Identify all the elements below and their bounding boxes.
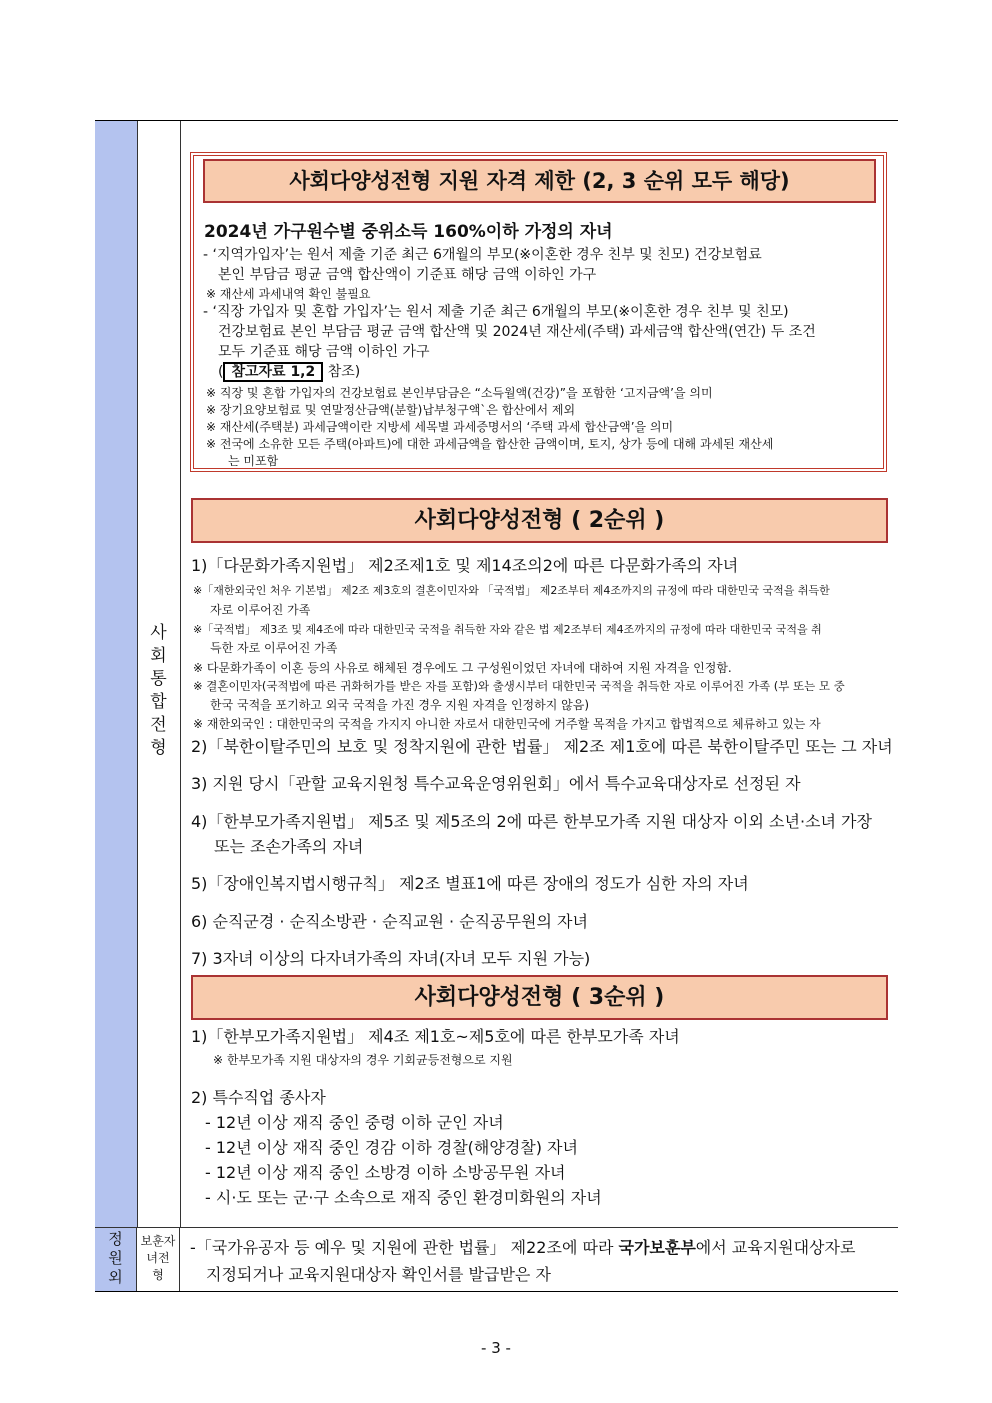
rank2-item: 7) 3자녀 이상의 다자녀가족의 자녀(자녀 모두 지원 가능)	[191, 949, 591, 968]
rank3-item: 1)「한부모가족지원법」 제4조 제1호~제5호에 따른 한부모가족 자녀	[191, 1027, 680, 1046]
rank2-note: ※ 재한외국인 : 대한민국의 국적을 가지지 아니한 자로서 대한민국에 거주할 목적을 가지고 합법적으로 체류하고 있는 자	[193, 717, 821, 731]
rank2-title: 사회다양성전형 ( 2순위 )	[191, 498, 888, 543]
veteran-track-label: 보훈자 녀전 형	[137, 1228, 180, 1291]
rank2-note: 득한 자로 이루어진 가족	[210, 641, 338, 655]
rank2-note: ※ 결혼이민자(국적법에 따른 귀화허가를 받은 자를 포함)와 출생시부터 대한민국 국적을 취득한 자로 이루어진 가족 (부 또는 모 중	[193, 679, 845, 693]
rank2-item: 5)「장애인복지법시행규칙」 제2조 별표1에 따른 장애의 정도가 심한 자의 자녀	[191, 874, 749, 893]
rank2-note: ※ 다문화가족이 이혼 등의 사유로 해체된 경우에도 그 구성원이었던 자녀에 대하여 지원 자격을 인정함.	[193, 661, 732, 675]
rank3-item: 2) 특수직업 종사자	[191, 1088, 326, 1107]
rank2-item: 6) 순직군경 · 순직소방관 · 순직교원 · 순직공무원의 자녀	[191, 912, 588, 931]
row-separator	[95, 1227, 898, 1228]
category-column	[95, 121, 138, 1227]
restriction-title: 사회다양성전형 지원 자격 제한 (2, 3 순위 모두 해당)	[203, 159, 876, 203]
veteran-text: -「국가유공자 등 예우 및 지원에 관한 법률」 제22조에 따라	[190, 1238, 614, 1257]
rank2-note: 한국 국적을 포기하고 외국 국적을 가진 경우 지원 자격을 인정하지 않음)	[210, 698, 589, 712]
rank2-item: 3) 지원 당시「관할 교육지원청 특수교육운영위원회」에서 특수교육대상자로 선정된 자	[191, 774, 801, 793]
veteran-line: 지정되거나 교육지원대상자 확인서를 발급받은 자	[206, 1265, 551, 1284]
rank2-note: ※「재한외국인 처우 기본법」 제2조 제3호의 결혼이민자와 「국적법」 제2조부터 제4조까지의 규정에 따라 대한민국 국적을 취득한	[193, 584, 830, 597]
veteran-ministry: 국가보훈부	[618, 1238, 696, 1257]
ref-close: 참조)	[327, 364, 361, 380]
restriction-note: ※ 직장 및 혼합 가입자의 건강보험료 본인부담금은 “소득월액(건강)”을 포함한 ‘고지금액’을 의미	[206, 386, 713, 400]
rank3-subitem: - 시·도 또는 군·구 소속으로 재직 중인 환경미화원의 자녀	[205, 1188, 602, 1207]
rank3-subitem: - 12년 이상 재직 중인 경감 이하 경찰(해양경찰) 자녀	[205, 1138, 578, 1157]
rank2-item: 4)「한부모가족지원법」 제5조 및 제5조의 2에 따른 한부모가족 지원 대상자 이외 소년·소녀 가장	[191, 812, 872, 831]
restriction-note: ※ 재산세 과세내역 확인 불필요	[206, 287, 371, 301]
rank2-note: 자로 이루어진 가족	[210, 603, 311, 617]
restriction-note: ※ 전국에 소유한 모든 주택(아파트)에 대한 과세금액을 합산한 금액이며, 토지, 상가 등에 대해 과세된 재산세	[206, 437, 774, 451]
rank2-item: 2)「북한이탈주민의 보호 및 정착지원에 관한 법률」 제2조 제1호에 따른 북한이탈주민 또는 그 자녀	[191, 737, 893, 756]
restriction-note: ※ 장기요양보험료 및 연말정산금액(분할)납부청구액`은 합산에서 제외	[206, 403, 576, 417]
extra-quota-label: 정 원 외	[95, 1228, 137, 1291]
restriction-line: - ‘지역가입자’는 원서 제출 기준 최근 6개월의 부모(※이혼한 경우 친부 및 친모) 건강보험료	[203, 247, 762, 263]
social-integration-label: 사 회 통 합 전 형	[150, 623, 167, 758]
restriction-line: 모두 기준표 해당 금액 이하인 가구	[218, 344, 430, 360]
restriction-note: 는 미포함	[228, 454, 279, 468]
rank2-note: ※「국적법」 제3조 및 제4조에 따라 대한민국 국적을 취득한 자와 같은 법 제2조부터 제4조까지의 규정에 따라 대한민국 국적을 취	[193, 623, 822, 636]
page-number: - 3 -	[481, 1339, 511, 1357]
rank2-item: 또는 조손가족의 자녀	[214, 837, 364, 856]
rank3-subitem: - 12년 이상 재직 중인 중령 이하 군인 자녀	[205, 1113, 504, 1132]
ref-open: (	[218, 364, 224, 380]
restriction-subtitle: 2024년 가구원수별 중위소득 160%이하 가정의 자녀	[204, 222, 613, 242]
rank3-note: ※ 한부모가족 지원 대상자의 경우 기회균등전형으로 지원	[213, 1053, 513, 1067]
restriction-line: 건강보험료 본인 부담금 평균 금액 합산액 및 2024년 재산세(주택) 과세금액 합산액(연간) 두 조건	[218, 324, 816, 340]
restriction-note: ※ 재산세(주택분) 과세금액이란 지방세 세목별 과세증명서의 ‘주택 과세 합산금액’을 의미	[206, 420, 674, 434]
rank3-title: 사회다양성전형 ( 3순위 )	[191, 975, 888, 1020]
veteran-line	[190, 1235, 855, 1258]
veteran-text: 에서 교육지원대상자로	[695, 1238, 856, 1257]
restriction-line: - ‘직장 가입자 및 혼합 가입자’는 원서 제출 기준 최근 6개월의 부모(※이혼한 경우 친부 및 친모)	[203, 304, 789, 320]
reference-badge: 참고자료 1,2	[223, 362, 323, 382]
rank2-item: 1)「다문화가족지원법」 제2조제1호 및 제14조의2에 따른 다문화가족의 자녀	[191, 556, 739, 575]
reference-line	[218, 361, 360, 382]
rank3-subitem: - 12년 이상 재직 중인 소방경 이하 소방공무원 자녀	[205, 1163, 566, 1182]
restriction-line: 본인 부담금 평균 금액 합산액이 기준표 해당 금액 이하인 가구	[218, 267, 597, 283]
